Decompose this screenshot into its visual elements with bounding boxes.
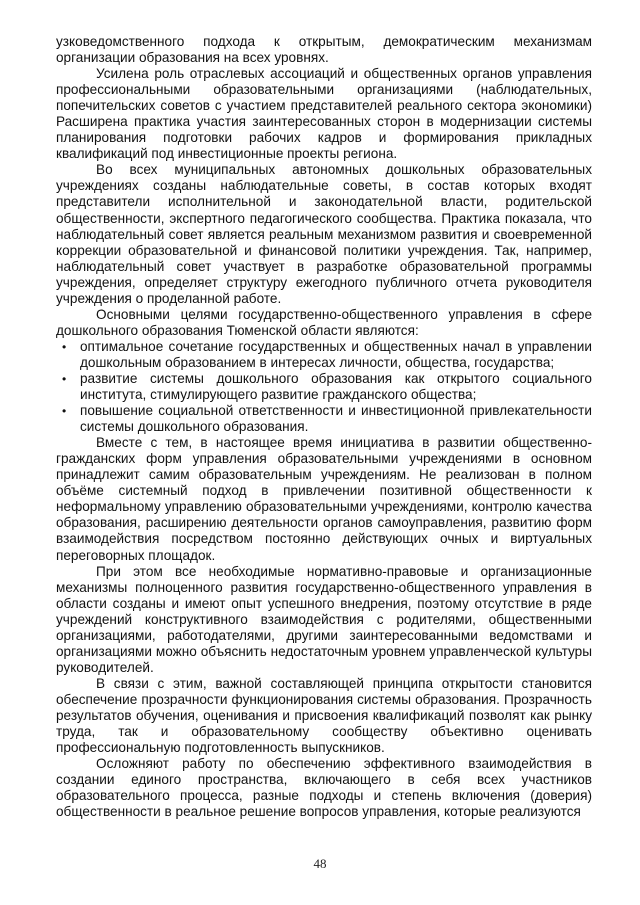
paragraph-supervisory-boards: Во всех муниципальных автономных дошкольных образовательных учреждениях созданы наблюдательные советы, в состав которых входят представители исполнительной и законодательной власти, родительской общественности, экспертного педагогического сообщества. Практика показала, что наблюдательный совет является реальным механизмом развития и своевременной коррекции образовательной и финансовой политики учреждения. Так, например, наблюдательный совет участвует в разработке образовательной программы учреждения, определяет структуру ежегодного публичного отчета руководителя учреждения о проделанной работе. [56,162,592,306]
paragraph-transparency: В связи с этим, важной составляющей принципа открытости становится обеспечение прозрачности функционирования системы образования. Прозрачность результатов обучения, оценивания и присвоения квалификаций позволят как рынку труда, так и образовательному сообществу объективно оценивать профессиональную подготовленность выпускников. [56,675,592,756]
paragraph-mechanisms: При этом все необходимые нормативно-правовые и организационные механизмы полноценного развития государственно-общественного управления в области созданы и имеют опыт успешного внедрения, поэтому отсутствие в ряде учреждений конструктивного взаимодействия с родителями, общественными организациями, работодателями, другими заинтересованными ведомствами и организациями можно объяснить недостаточным уровнем управленческой культуры руководителей. [56,563,592,675]
bullet-icon: • [62,371,67,386]
goals-list [56,339,592,435]
page-number: 48 [313,856,327,871]
list-item-text: повышение социальной ответственности и инвестиционной привлекательности системы дошкольного образования. [80,403,592,435]
list-item [56,371,592,403]
paragraph-associations-role: Усилена роль отраслевых ассоциаций и общественных органов управления профессиональными образовательными организациями (наблюдательных, попечительских советов с участием представителей реального сектора экономики) Расширена практика участия заинтересованных сторон в модернизации системы планирования подготовки рабочих кадров и формирования прикладных квалификаций под инвестиционные проекты региона. [56,66,592,162]
bullet-icon: • [62,404,67,419]
list-item-text: оптимальное сочетание государственных и общественных начал в управлении дошкольным образованием в интересах личности, общества, государства; [80,338,592,370]
paragraph-initiative: Вместе с тем, в настоящее время инициатива в развитии общественно-гражданских форм управления образовательными учреждениями в основном принадлежит самим образовательным учреждениям. Не реализован в полном объёме системный подход в привлечении позитивной общественности к неформальному управлению образовательными учреждениями, контролю качества образования, расширению деятельности органов самоуправления, развитию форм взаимодействия посредством постоянно действующих очных и виртуальных переговорных площадок. [56,435,592,563]
paragraph-continuation: узковедомственного подхода к открытым, демократическим механизмам организации образования на всех уровнях. [56,34,592,66]
bullet-icon: • [62,339,67,354]
document-page [56,34,592,820]
list-item-text: развитие системы дошкольного образования как открытого социального института, стимулирующего развитие гражданского общества; [80,370,592,403]
paragraph-complications: Осложняют работу по обеспечению эффективного взаимодействия в создании единого пространства, включающего в себя всех участников образовательного процесса, разные подходы и степень включения (доверия) общественности в реальное решение вопросов управления, которые реализуются [56,756,592,820]
list-item [56,339,592,371]
paragraph-goals-intro: Основными целями государственно-общественного управления в сфере дошкольного образования Тюменской области являются: [56,306,592,338]
list-item [56,403,592,435]
